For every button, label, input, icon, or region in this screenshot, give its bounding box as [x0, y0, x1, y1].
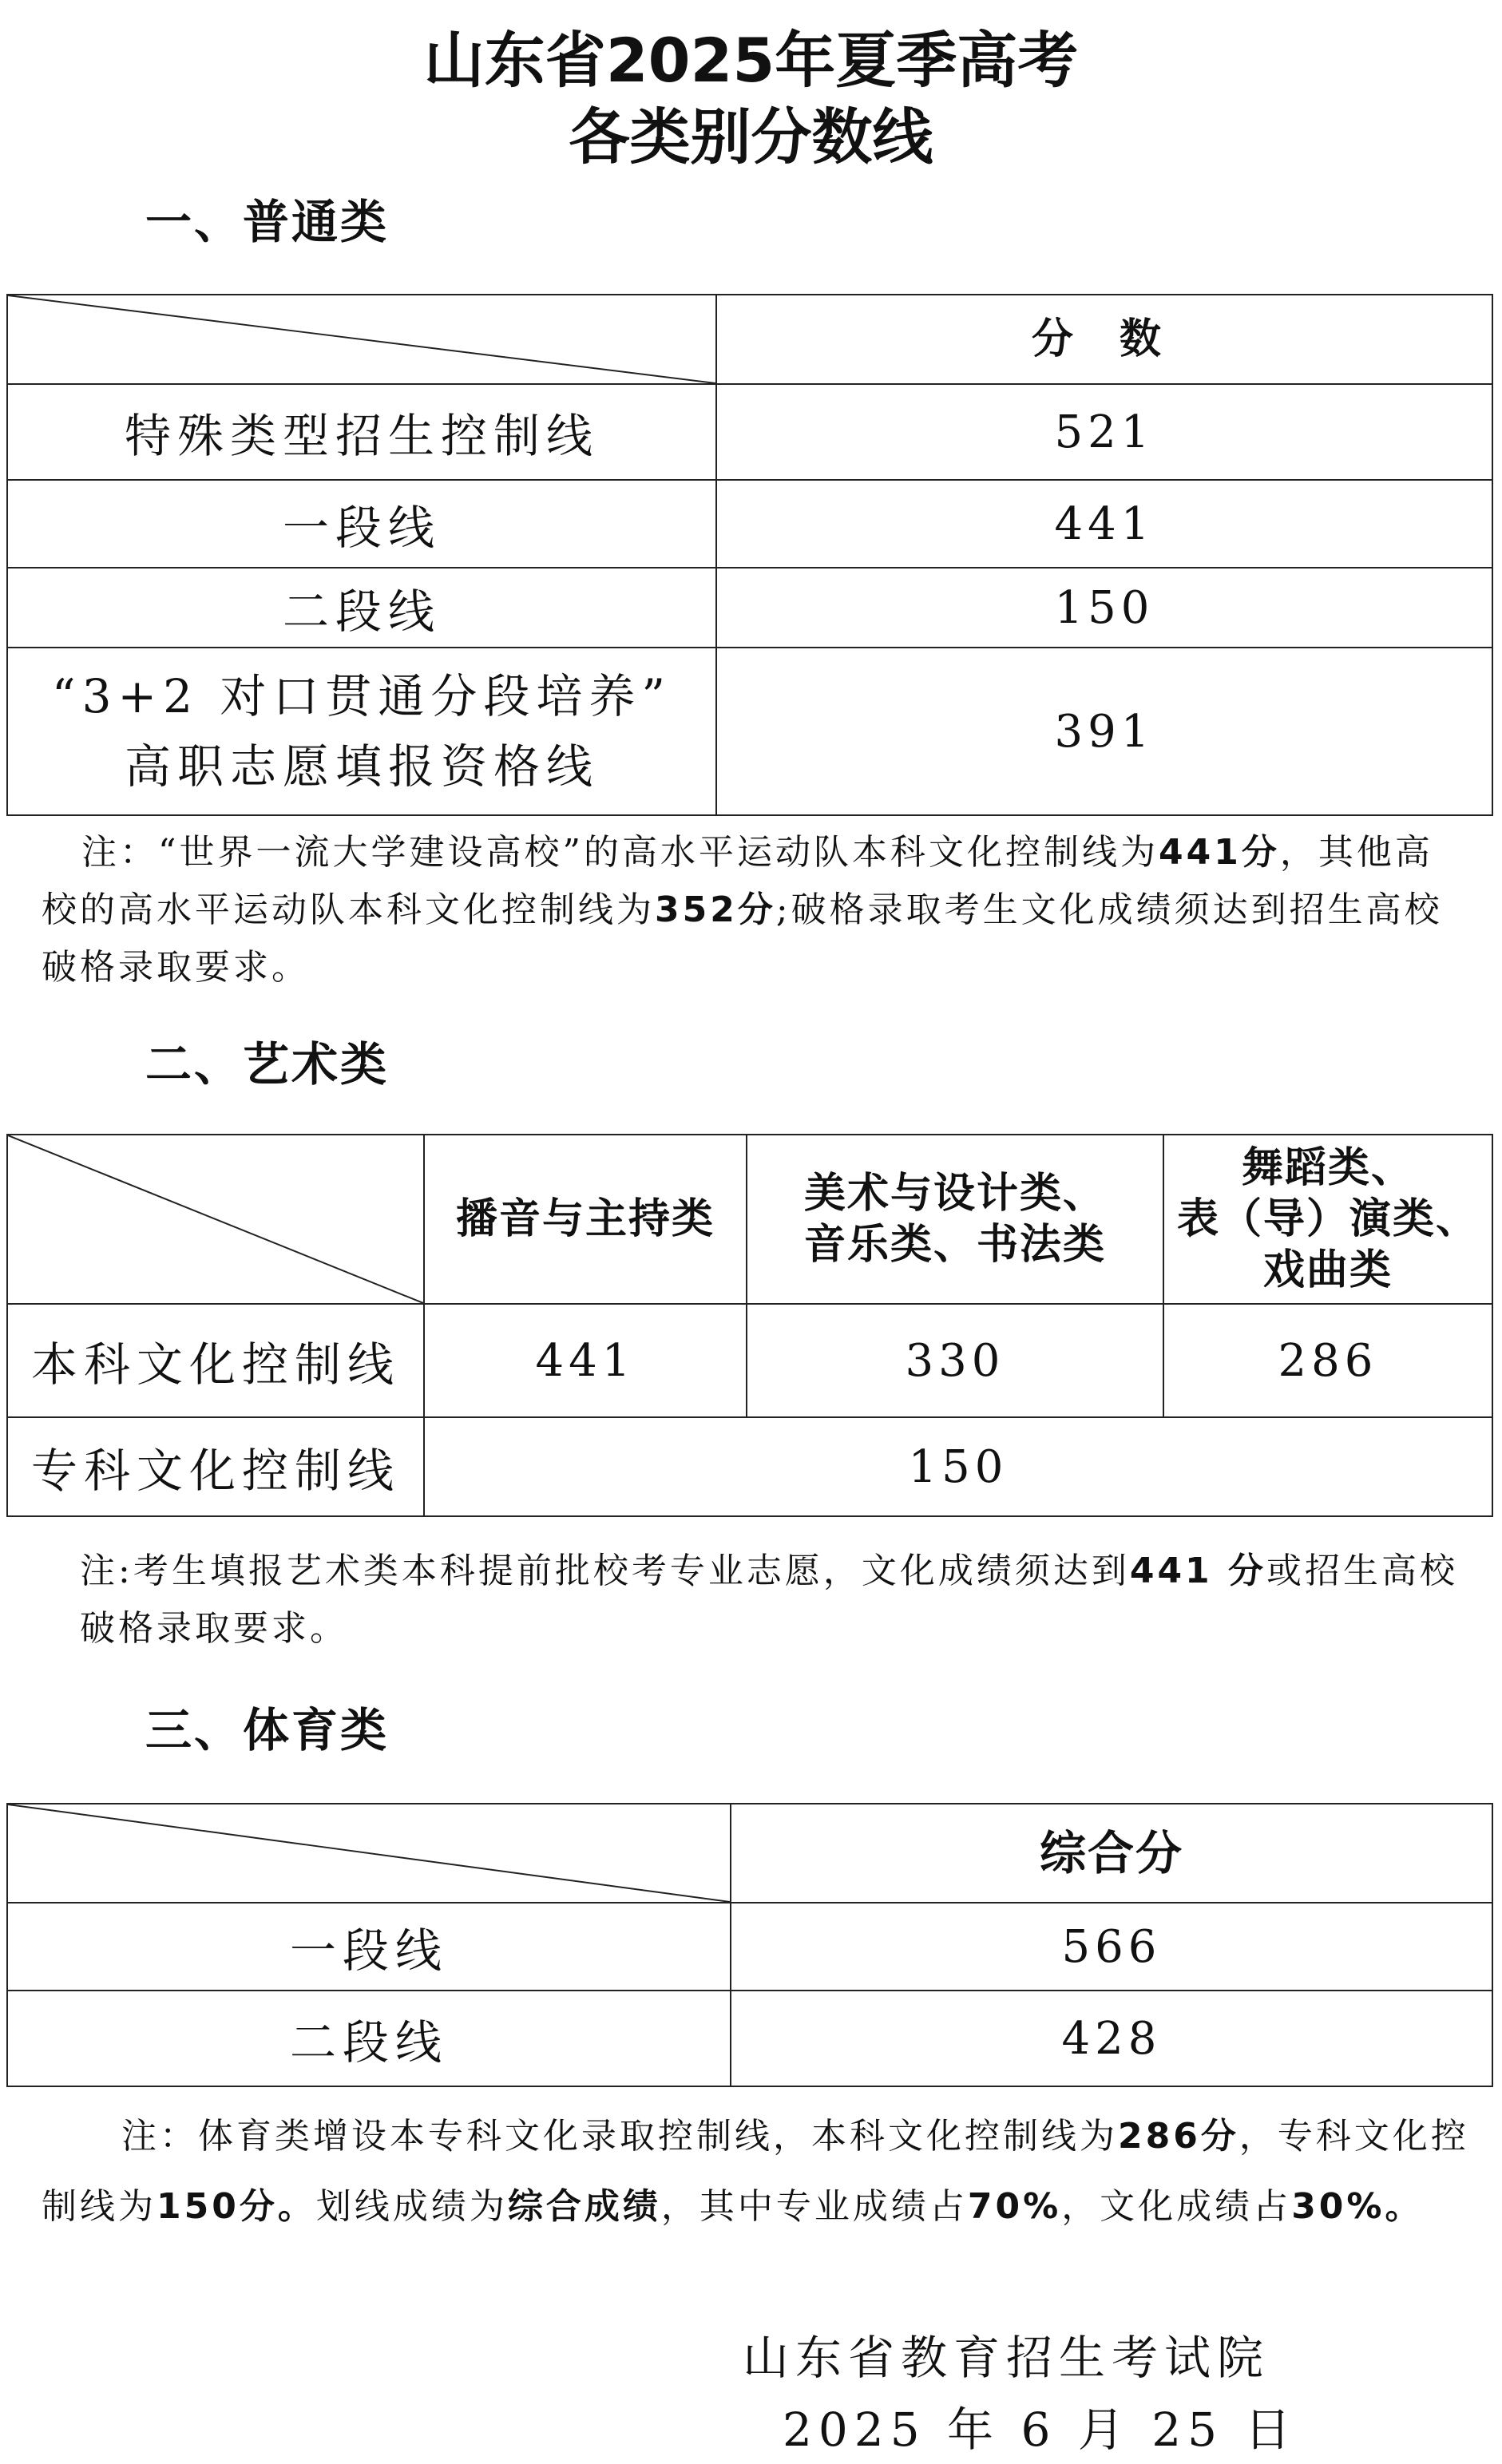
page-title-line2: 各类别分数线	[569, 101, 933, 172]
issue-date: 2025 年 6 月 25 日	[783, 2403, 1298, 2457]
row-value-vocational: 391	[716, 648, 1492, 815]
general-score-table	[6, 294, 1493, 816]
note-general: 注：“世界一流大学建设高校”的高水平运动队本科文化控制线为441分，其他高校的高水平运动队本科文化控制线为352分;破格录取考生文化成绩须达到招生高校破格录取要求。	[42, 832, 1443, 988]
section-heading-art: 二、艺术类	[145, 1037, 390, 1091]
value-fine-arts: 330	[747, 1304, 1163, 1417]
note-art-score: 441 分	[1129, 1551, 1266, 1591]
column-header-score: 分 数	[716, 295, 1492, 384]
row-value-tier1: 566	[731, 1903, 1492, 1991]
note-sports: 注：体育类增设本专科文化录取控制线，本科文化控制线为286分，专科文化控制线为150分。划线成绩为综合成绩，其中专业成绩占70%，文化成绩占30%。	[42, 2116, 1469, 2227]
page-title-line1: 山东省2025年夏季高考	[423, 25, 1079, 96]
table-corner-cell	[7, 295, 716, 384]
value-college: 150	[424, 1417, 1492, 1516]
column-header-broadcasting: 播音与主持类	[424, 1135, 747, 1304]
table-corner-cell	[7, 1804, 731, 1903]
row-label-vocational-line1: “3+2 对口贯通分段培养”	[51, 669, 672, 723]
row-value-special: 521	[716, 384, 1492, 480]
row-label-vocational	[7, 648, 716, 815]
row-value-tier2: 428	[731, 1991, 1492, 2086]
column-header-composite: 综合分	[731, 1804, 1492, 1903]
note-art: 注:考生填报艺术类本科提前批校考专业志愿，文化成绩须达到441 分或招生高校破格录取要求。	[80, 1551, 1458, 1649]
table-corner-cell	[7, 1135, 424, 1304]
row-label-special: 特殊类型招生控制线	[7, 384, 716, 480]
row-label-tier1: 一段线	[7, 1903, 731, 1991]
row-label-tier2: 二段线	[7, 1991, 731, 2086]
art-score-table	[6, 1134, 1493, 1517]
sports-score-table	[6, 1803, 1493, 2087]
value-dance: 286	[1163, 1304, 1492, 1417]
row-value-tier2: 150	[716, 568, 1492, 648]
section-heading-general: 一、普通类	[145, 195, 390, 249]
section-heading-sports: 三、体育类	[145, 1703, 390, 1757]
row-label-tier1: 一段线	[7, 480, 716, 568]
row-label-undergrad: 本科文化控制线	[7, 1304, 424, 1417]
issuer-name: 山东省教育招生考试院	[743, 2331, 1270, 2385]
column-header-fine-arts: 美术与设计类、 音乐类、书法类	[747, 1135, 1163, 1304]
column-header-dance: 舞蹈类、 表（导）演类、 戏曲类	[1163, 1135, 1492, 1304]
row-label-college: 专科文化控制线	[7, 1417, 424, 1516]
row-label-vocational-line2: 高职志愿填报资格线	[124, 739, 599, 794]
value-broadcasting: 441	[424, 1304, 747, 1417]
row-value-tier1: 441	[716, 480, 1492, 568]
note-general-score2: 352分	[655, 889, 776, 930]
row-label-tier2: 二段线	[7, 568, 716, 648]
note-general-score1: 441分	[1159, 832, 1280, 873]
